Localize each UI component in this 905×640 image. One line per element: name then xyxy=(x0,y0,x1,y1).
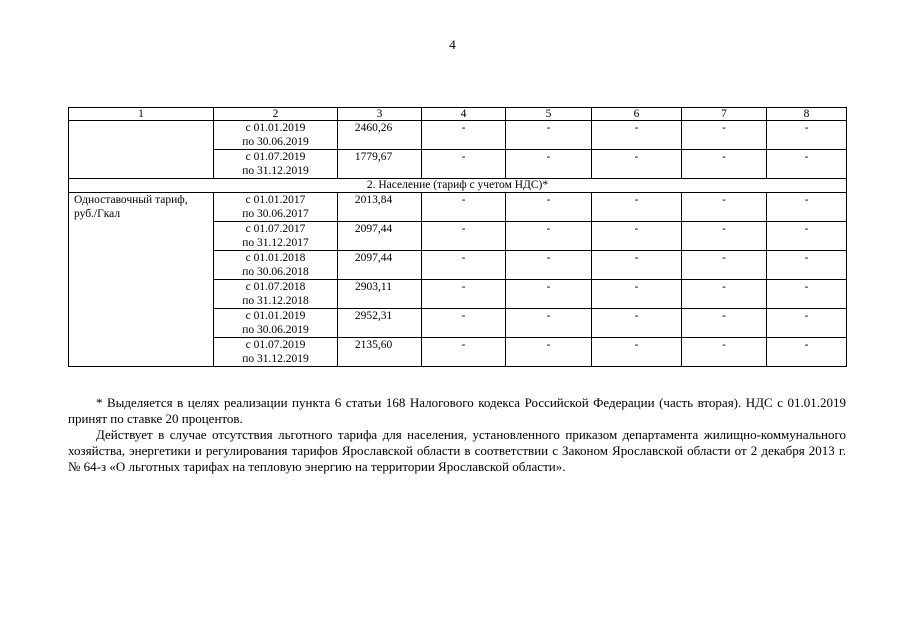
empty-value-cell: - xyxy=(767,251,847,280)
empty-value-cell: - xyxy=(767,150,847,179)
period-cell xyxy=(214,222,338,251)
empty-value-cell: - xyxy=(592,121,682,150)
empty-value-cell: - xyxy=(682,150,767,179)
column-header: 8 xyxy=(767,108,847,121)
table-row xyxy=(69,193,847,222)
page-number: 4 xyxy=(449,37,456,52)
empty-value-cell: - xyxy=(682,222,767,251)
empty-value-cell: - xyxy=(506,150,592,179)
period-from: с 01.07.2019 xyxy=(245,339,306,351)
tariff-unit-line: руб./Гкал xyxy=(74,208,121,220)
empty-value-cell: - xyxy=(592,193,682,222)
empty-value-cell: - xyxy=(682,309,767,338)
tariff-value-cell: 2013,84 xyxy=(338,193,422,222)
empty-value-cell: - xyxy=(682,280,767,309)
empty-value-cell: - xyxy=(767,193,847,222)
tariff-type-label xyxy=(69,193,214,367)
section-title: 2. Население (тариф с учетом НДС)* xyxy=(69,179,847,193)
period-from: с 01.07.2018 xyxy=(245,281,306,293)
period-cell xyxy=(214,251,338,280)
tariff-value-cell: 2903,11 xyxy=(338,280,422,309)
column-header: 5 xyxy=(506,108,592,121)
tariff-value-cell: 2952,31 xyxy=(338,309,422,338)
period-cell xyxy=(214,280,338,309)
tariff-type-line: Одноставочный тариф, xyxy=(74,194,188,206)
period-to: по 30.06.2018 xyxy=(242,266,309,278)
empty-value-cell: - xyxy=(506,309,592,338)
empty-value-cell: - xyxy=(506,280,592,309)
empty-value-cell: - xyxy=(767,222,847,251)
period-from: с 01.01.2019 xyxy=(245,310,306,322)
table-row xyxy=(69,121,847,150)
empty-value-cell: - xyxy=(767,338,847,367)
empty-value-cell: - xyxy=(767,280,847,309)
column-header: 2 xyxy=(214,108,338,121)
empty-value-cell: - xyxy=(767,121,847,150)
period-to: по 31.12.2019 xyxy=(242,165,309,177)
empty-value-cell: - xyxy=(506,338,592,367)
empty-value-cell: - xyxy=(506,193,592,222)
period-from: с 01.01.2019 xyxy=(245,122,306,134)
period-to: по 30.06.2019 xyxy=(242,136,309,148)
empty-value-cell: - xyxy=(592,338,682,367)
empty-value-cell: - xyxy=(592,280,682,309)
footnote-vat: * Выделяется в целях реализации пункта 6 статьи 168 Налогового кодекса Российской Федерации (часть вторая). НДС с 01.01.2019 принят по ставке 20 процентов. xyxy=(68,395,846,426)
empty-value-cell: - xyxy=(592,251,682,280)
empty-value-cell: - xyxy=(682,338,767,367)
period-from: с 01.07.2019 xyxy=(245,151,306,163)
empty-value-cell: - xyxy=(592,309,682,338)
period-cell xyxy=(214,121,338,150)
empty-value-cell: - xyxy=(422,121,506,150)
empty-value-cell: - xyxy=(422,280,506,309)
tariff-value-cell: 2097,44 xyxy=(338,251,422,280)
column-header: 6 xyxy=(592,108,682,121)
empty-value-cell: - xyxy=(506,121,592,150)
empty-value-cell: - xyxy=(506,251,592,280)
tariff-value-cell: 2097,44 xyxy=(338,222,422,251)
empty-value-cell: - xyxy=(422,193,506,222)
period-to: по 31.12.2019 xyxy=(242,353,309,365)
period-cell xyxy=(214,193,338,222)
period-cell xyxy=(214,309,338,338)
empty-value-cell: - xyxy=(422,251,506,280)
empty-value-cell: - xyxy=(422,338,506,367)
period-from: с 01.07.2017 xyxy=(245,223,306,235)
period-to: по 31.12.2017 xyxy=(242,237,309,249)
footnotes xyxy=(68,395,846,475)
empty-value-cell: - xyxy=(592,150,682,179)
period-cell xyxy=(214,338,338,367)
column-header: 3 xyxy=(338,108,422,121)
empty-value-cell: - xyxy=(422,309,506,338)
tariff-table xyxy=(68,107,847,367)
empty-value-cell: - xyxy=(767,309,847,338)
column-header: 4 xyxy=(422,108,506,121)
empty-value-cell: - xyxy=(422,222,506,251)
tariff-value-cell: 2460,26 xyxy=(338,121,422,150)
tariff-value-cell: 2135,60 xyxy=(338,338,422,367)
empty-value-cell: - xyxy=(682,121,767,150)
empty-value-cell: - xyxy=(506,222,592,251)
empty-value-cell: - xyxy=(682,251,767,280)
section-row xyxy=(69,179,847,193)
column-header: 7 xyxy=(682,108,767,121)
period-to: по 30.06.2017 xyxy=(242,208,309,220)
empty-value-cell: - xyxy=(682,193,767,222)
period-from: с 01.01.2017 xyxy=(245,194,306,206)
column-header: 1 xyxy=(69,108,214,121)
empty-value-cell: - xyxy=(592,222,682,251)
empty-value-cell: - xyxy=(422,150,506,179)
period-cell xyxy=(214,150,338,179)
tariff-value-cell: 1779,67 xyxy=(338,150,422,179)
period-to: по 30.06.2019 xyxy=(242,324,309,336)
header-row xyxy=(69,108,847,121)
continued-label-cell xyxy=(69,121,214,179)
footnote-applicability: Действует в случае отсутствия льготного тарифа для населения, установленного приказом департамента жилищно-коммунального хозяйства, энергетики и регулирования тарифов Ярославской области в соответствии с Законом Ярославской области от 2 декабря 2013 г. № 64-з «О льготных тарифах на тепловую энергию на территории Ярославской области». xyxy=(68,427,846,474)
period-to: по 31.12.2018 xyxy=(242,295,309,307)
period-from: с 01.01.2018 xyxy=(245,252,306,264)
